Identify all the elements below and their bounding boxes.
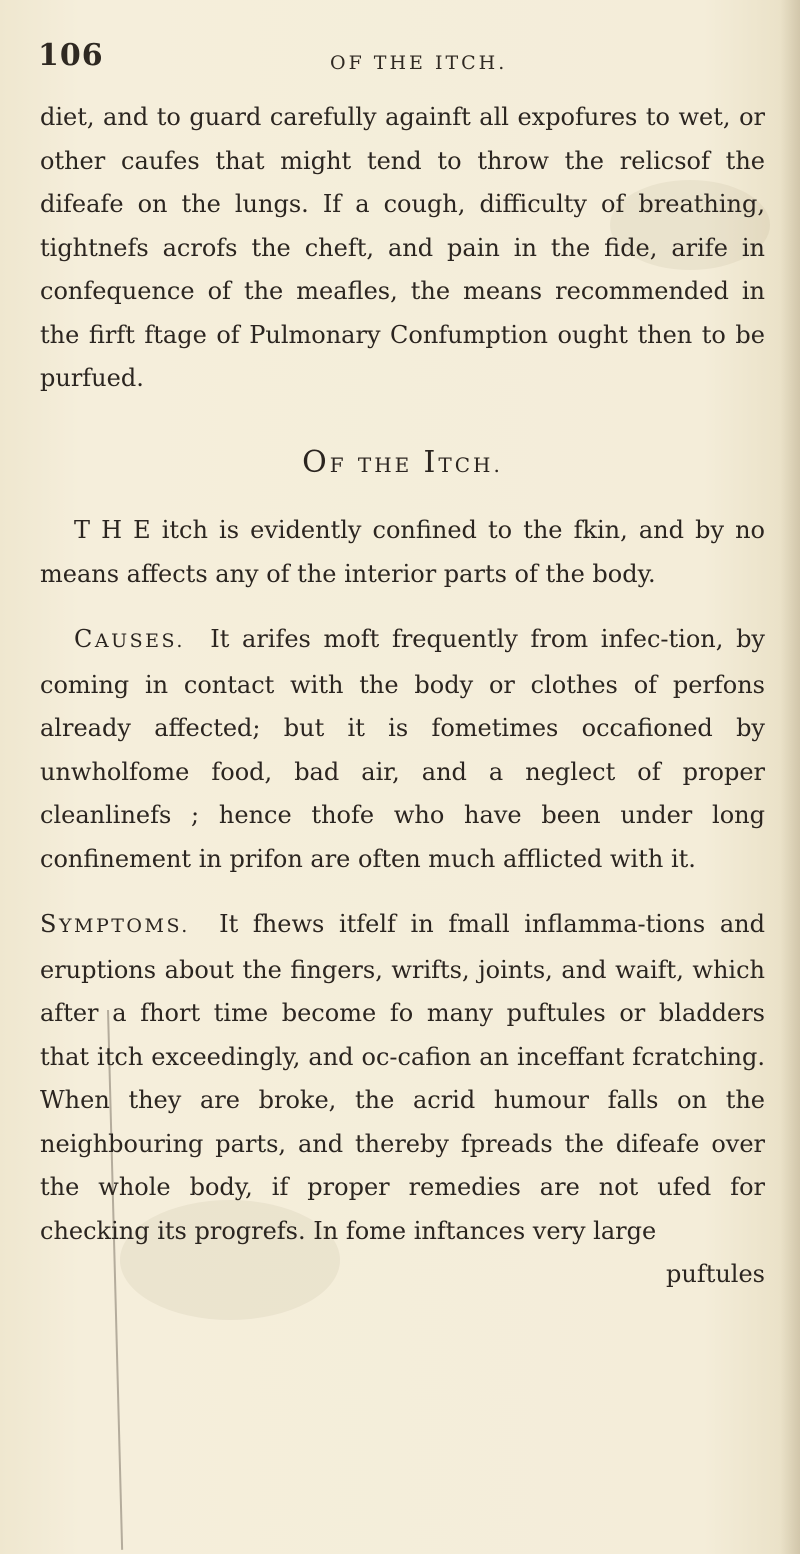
spacer <box>40 881 765 903</box>
heading-the: THE <box>357 452 413 477</box>
causes-label: CAUSES. <box>74 625 185 653</box>
paragraph-measles-conclusion: diet, and to guard carefully againft all expofures to wet, or other caufes that might tend to throw the relicsof the difeafe on the lungs. If a cough, difficulty of breathing, tightnefs acrofs the cheft, and pain in the fide, arife in confequence of the meafles, the means recommended in the firft ftage of Pulmonary Confumption ought then to be purfued. <box>40 103 765 392</box>
symptoms-label: SYMPTOMS. <box>40 910 190 938</box>
heading-f: F <box>329 452 347 477</box>
page-edge-shadow <box>780 0 800 1554</box>
catchword: puftules <box>666 1260 765 1288</box>
page-number: 106 <box>38 38 104 73</box>
spacer <box>40 401 765 441</box>
spacer <box>40 596 765 618</box>
section-heading <box>40 441 765 488</box>
text-block <box>40 96 765 1297</box>
symptoms-text: It fhews itfelf in fmall inflamma-tions and eruptions about the fingers, wrifts, joints, and waift, which after a fhort time become fo many puftules or bladders that itch exceedingly, and oc-cafion an inceffant fcratching. When they are broke, the acrid humour falls on the neighbouring parts, and thereby fpreads the difeafe over the whole body, if proper remedies are not ufed for checking its progrefs. In fome inftances very large <box>40 910 765 1245</box>
paragraph-symptoms <box>40 903 765 1253</box>
paragraph-itch-intro: T H E itch is evidently confined to the fkin, and by no means affects any of the interior parts of the body. <box>40 516 765 588</box>
heading-initial-i: I <box>423 444 439 480</box>
heading-tch: TCH. <box>438 452 503 477</box>
causes-text: It arifes moft frequently from infec-tion, by coming in contact with the body or clothes of perfons already affected; but it is fometimes occafioned by unwholfome food, bad air, and a neglect of proper cleanlinefs ; hence thofe who have been under long confinement in prifon are often much afflicted with it. <box>40 625 765 873</box>
spacer <box>40 487 765 509</box>
paragraph-causes <box>40 618 765 881</box>
running-head: OF THE ITCH. <box>330 52 508 74</box>
heading-initial-o: O <box>302 444 330 480</box>
